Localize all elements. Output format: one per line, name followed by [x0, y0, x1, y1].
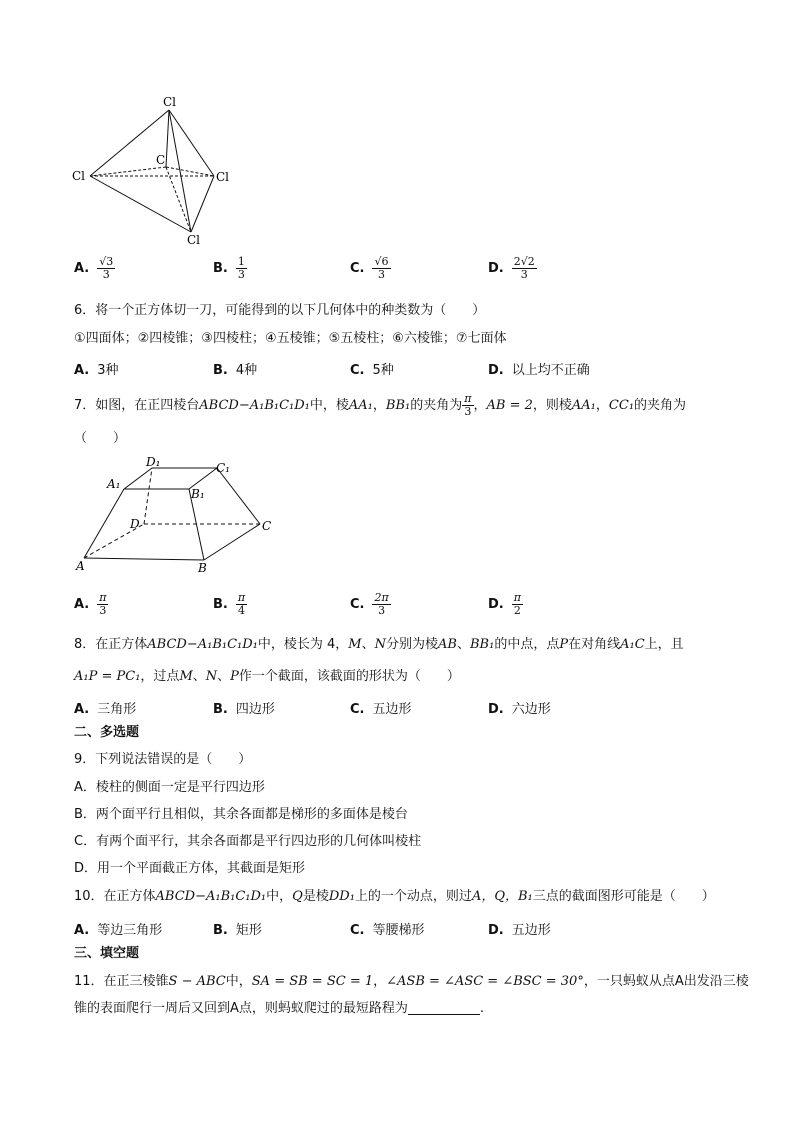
option-text: 等腰梯形	[372, 923, 425, 938]
q9-stem: 9．下列说法错误的是（ ）	[74, 752, 252, 767]
q6-items: ①四面体；②四棱锥；③四棱柱；④五棱锥；⑤五棱柱；⑥六棱锥；⑦七面体	[74, 331, 507, 346]
option-label: C.	[350, 597, 365, 612]
label-a1: A₁	[107, 477, 121, 491]
option-fraction: $\frac{\pi}{3}$	[99, 591, 107, 617]
option-label: A.	[74, 702, 90, 717]
label-c-center: C	[156, 153, 166, 167]
option-text: 五边形	[511, 923, 551, 938]
q6-option-d[interactable]	[488, 359, 590, 378]
option-text: 三角形	[97, 702, 137, 717]
label-cl-bottom: Cl	[187, 233, 201, 247]
q7-stem: 7．如图，在正四棱台ABCD−A₁B₁C₁D₁中，棱AA₁，BB₁的夹角为 $\frac{\pi}{3}$ ，AB = 2，则棱AA₁，CC₁的夹角为	[74, 392, 687, 418]
option-label: B.	[213, 923, 228, 938]
option-label: A.	[74, 363, 90, 378]
q9-option-c[interactable]: C．有两个面平行，其余各面都是平行四边形的几何体叫棱柱	[74, 834, 422, 849]
ccl4-figure	[66, 92, 246, 250]
option-text: 五边形	[372, 702, 412, 717]
q11-stem-line2: 锥的表面爬行一周后又回到A点，则蚂蚁爬过的最短路程为 .	[74, 1001, 485, 1016]
option-label: A.	[74, 261, 90, 276]
q8-option-a[interactable]	[74, 698, 136, 717]
label-c1: C₁	[216, 461, 230, 475]
q8-option-c[interactable]	[350, 698, 412, 717]
label-b: B	[198, 561, 207, 575]
option-text: 4种	[235, 363, 258, 378]
section-heading-multiple-choice: 二、多选题	[74, 725, 140, 740]
q6-stem: 6．将一个正方体切一刀，可能得到的以下几何体中的种类数为（ ）	[74, 303, 486, 318]
option-text: 3种	[97, 363, 119, 378]
option-label: B.	[213, 261, 228, 276]
frustum-figure	[74, 456, 284, 582]
q8-stem-line2: A₁P = PC₁，过点M、N、P作一个截面，该截面的形状为（ ）	[74, 669, 460, 684]
q5-option-c[interactable]	[350, 256, 391, 281]
option-fraction: $\frac{√3}{3}$	[99, 255, 114, 281]
q10-option-d[interactable]	[488, 919, 551, 938]
option-label: C.	[350, 923, 365, 938]
q6-option-b[interactable]	[213, 359, 257, 378]
q7-option-b[interactable]	[213, 592, 247, 617]
q7-option-d[interactable]	[488, 592, 523, 617]
section-heading-fill-in: 三、填空题	[74, 946, 140, 961]
option-text: 四边形	[235, 702, 275, 717]
option-fraction: $\frac{\pi}{4}$	[237, 591, 246, 617]
q8-option-d[interactable]	[488, 698, 551, 717]
option-text: 以上均不正确	[511, 363, 590, 378]
label-cl-right: Cl	[216, 170, 230, 184]
q7-option-a[interactable]	[74, 592, 108, 617]
option-label: D.	[488, 923, 504, 938]
q8-option-b[interactable]	[213, 698, 275, 717]
q8-stem: 8．在正方体ABCD−A₁B₁C₁D₁中，棱长为 4，M、N分别为棱AB、BB₁的中点，点P在对角线A₁C上，且	[74, 637, 684, 652]
option-label: B.	[213, 363, 228, 378]
option-label: A.	[74, 597, 90, 612]
option-fraction: $\frac{2\pi}{3}$	[374, 591, 389, 617]
option-label: D.	[488, 363, 504, 378]
label-a: A	[76, 559, 85, 573]
option-label: A.	[74, 923, 90, 938]
option-label: D.	[488, 261, 504, 276]
q6-option-a[interactable]	[74, 359, 119, 378]
label-b1: B₁	[191, 487, 205, 501]
q9-option-d[interactable]: D．用一个平面截正方体，其截面是矩形	[74, 861, 306, 876]
q6-option-c[interactable]	[350, 359, 394, 378]
option-text: 等边三角形	[97, 923, 163, 938]
option-label: C.	[350, 702, 365, 717]
q5-option-a[interactable]	[74, 256, 115, 281]
option-fraction: $\frac{2√2}{3}$	[513, 255, 535, 281]
answer-blank[interactable]	[408, 1002, 480, 1015]
option-fraction: $\frac{√6}{3}$	[374, 255, 389, 281]
q11-stem: 11．在正三棱锥S − ABC中，SA = SB = SC = 1，∠ASB = ∠ASC = ∠BSC = 30°，一只蚂蚁从点A出发沿三棱	[74, 974, 749, 989]
option-label: D.	[488, 702, 504, 717]
option-label: C.	[350, 261, 365, 276]
q7-option-c[interactable]	[350, 592, 391, 617]
option-text: 六边形	[511, 702, 551, 717]
q7-answer-paren: （ ）	[74, 431, 127, 446]
q10-option-b[interactable]	[213, 919, 262, 938]
q10-stem: 10．在正方体ABCD−A₁B₁C₁D₁中，Q是棱DD₁上的一个动点，则过A，Q，B₁三点的截面图形可能是（ ）	[74, 889, 715, 904]
q5-option-b[interactable]	[213, 256, 247, 281]
label-c: C	[262, 519, 272, 533]
option-text: 5种	[372, 363, 394, 378]
label-cl-left: Cl	[72, 169, 86, 183]
option-fraction: $\frac{1}{3}$	[237, 255, 245, 281]
angle-fraction: $\frac{\pi}{3}$	[464, 392, 472, 418]
label-d1: D₁	[146, 456, 161, 469]
q5-option-d[interactable]	[488, 256, 537, 281]
q10-option-c[interactable]	[350, 919, 425, 938]
option-label: C.	[350, 363, 365, 378]
option-text: 矩形	[235, 923, 262, 938]
q10-option-a[interactable]	[74, 919, 162, 938]
option-label: B.	[213, 597, 228, 612]
option-label: B.	[213, 702, 228, 717]
option-label: D.	[488, 597, 504, 612]
q9-option-a[interactable]: A．棱柱的侧面一定是平行四边形	[74, 780, 265, 795]
label-cl-top: Cl	[163, 95, 177, 109]
option-fraction: $\frac{\pi}{2}$	[513, 591, 521, 617]
label-d: D	[130, 517, 140, 531]
q9-option-b[interactable]: B．两个面平行且相似，其余各面都是梯形的多面体是棱台	[74, 807, 408, 822]
